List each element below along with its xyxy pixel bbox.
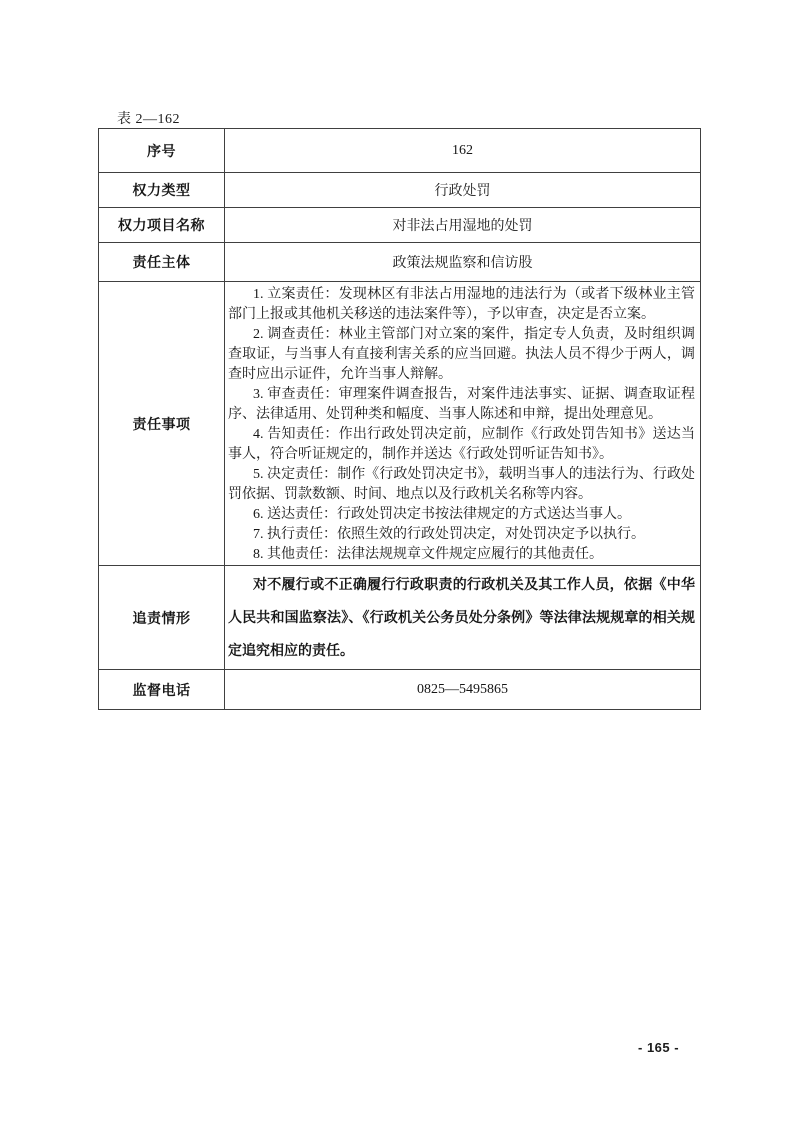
duty-paragraph-1: 1. 立案责任：发现林区有非法占用湿地的违法行为（或者下级林业主管部门上报或其他机关移送的违法案件等），予以审查，决定是否立案。 xyxy=(228,287,695,322)
duty-paragraph-2: 2. 调查责任：林业主管部门对立案的案件，指定专人负责，及时组织调查取证，与当事人有直接利害关系的应当回避。执法人员不得少于两人，调查时应出示证件，允许当事人辩解。 xyxy=(228,327,695,382)
power-type-label: 权力类型 xyxy=(99,173,225,208)
page-number: - 165 - xyxy=(638,1040,680,1055)
table-row-serial xyxy=(99,129,701,173)
duty-paragraph-5: 5. 决定责任：制作《行政处罚决定书》，载明当事人的违法行为、行政处罚依据、罚款数额、时间、地点以及行政机关名称等内容。 xyxy=(228,467,695,502)
serial-label: 序号 xyxy=(99,129,225,173)
supervision-phone-label: 监督电话 xyxy=(99,670,225,710)
duty-paragraph-3: 3. 审查责任：审理案件调查报告，对案件违法事实、证据、调查取证程序、法律适用、处罚种类和幅度、当事人陈述和申辩，提出处理意见。 xyxy=(228,387,695,422)
power-duty-table xyxy=(98,128,701,710)
responsible-body-label: 责任主体 xyxy=(99,243,225,282)
power-name-label: 权力项目名称 xyxy=(99,208,225,243)
supervision-phone-value: 0825—5495865 xyxy=(225,670,701,710)
duty-paragraph-8: 8. 其他责任：法律法规规章文件规定应履行的其他责任。 xyxy=(253,547,603,562)
responsible-body-value: 政策法规监察和信访股 xyxy=(225,243,701,282)
duty-paragraph-7: 7. 执行责任：依照生效的行政处罚决定，对处罚决定予以执行。 xyxy=(253,527,645,542)
duty-content xyxy=(225,282,701,566)
duty-paragraph-4: 4. 告知责任：作出行政处罚决定前，应制作《行政处罚告知书》送达当事人，符合听证规定的，制作并送达《行政处罚听证告知书》。 xyxy=(228,427,695,462)
serial-value: 162 xyxy=(225,129,701,173)
power-type-value: 行政处罚 xyxy=(225,173,701,208)
table-row-accountability xyxy=(99,566,701,670)
power-name-value: 对非法占用湿地的处罚 xyxy=(225,208,701,243)
table-row-duty xyxy=(99,282,701,566)
duty-paragraph-6: 6. 送达责任：行政处罚决定书按法律规定的方式送达当事人。 xyxy=(253,507,631,522)
table-caption: 表 2—162 xyxy=(117,112,180,127)
table-row-power-name xyxy=(99,208,701,243)
table-row-responsible-body xyxy=(99,243,701,282)
accountability-content: 对不履行或不正确履行行政职责的行政机关及其工作人员，依据《中华人民共和国监察法》、《行政机关公务员处分条例》等法律法规规章的相关规定追究相应的责任。 xyxy=(225,566,701,670)
table-row-power-type xyxy=(99,173,701,208)
table-row-supervision-phone xyxy=(99,670,701,710)
accountability-label: 追责情形 xyxy=(99,566,225,670)
duty-label: 责任事项 xyxy=(99,282,225,566)
